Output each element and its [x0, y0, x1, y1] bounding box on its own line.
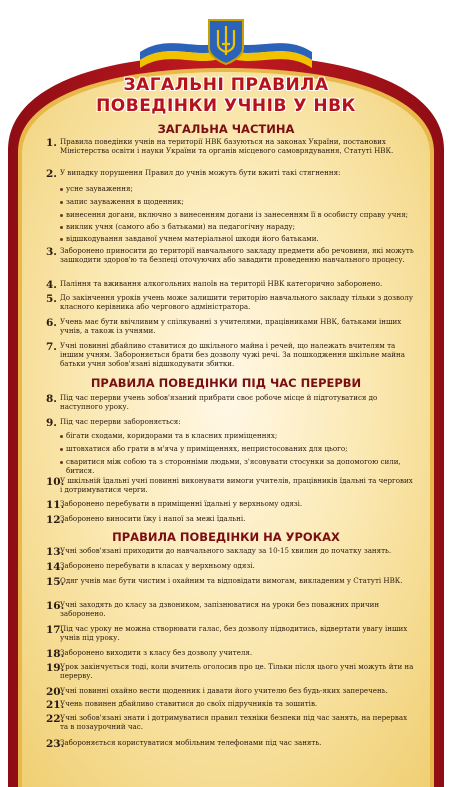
- rule-number: 4.: [46, 279, 57, 291]
- rule-text: Під час перерви учень зобов'язаний прибрати своє робоче місце й підготуватися до наступного уроку.: [60, 393, 378, 411]
- list-item: [60, 211, 416, 220]
- rule-text: Під час уроку не можна створювати галас, без дозволу підводитись, відвертати увагу інших учнів під уроку.: [60, 624, 408, 642]
- list-item-text: усне зауваження;: [66, 184, 133, 193]
- rule-item: [46, 577, 416, 586]
- rule-text: Учні повинні охайно вести щоденник і давати його учителю без будь-яких заперечень.: [60, 686, 388, 695]
- rule-text: Урок закінчується тоді, коли вчитель оголосив про це. Тільки після цього учні можуть йти на перерву.: [60, 662, 414, 680]
- rule-text: Заборонено виносити їжу і напої за межі їдальні.: [60, 514, 246, 523]
- section-heading-general: ЗАГАЛЬНА ЧАСТИНА: [157, 122, 295, 136]
- rule-number: 18.: [46, 648, 65, 660]
- rule-item: [46, 739, 416, 748]
- list-item: [60, 445, 416, 454]
- rule-item: [46, 562, 416, 571]
- rule-text: Заборонено перебувати в приміщенні їдальні у верхньому одязі.: [60, 499, 303, 508]
- rule-number: 22.: [46, 713, 65, 725]
- rule-number: 6.: [46, 317, 57, 329]
- rule-item: [46, 477, 416, 495]
- list-item-text: виклик учня (самого або з батьками) на педагогічну нараду;: [66, 222, 295, 231]
- rule-number: 15.: [46, 576, 65, 588]
- title-line-2: ПОВЕДІНКИ УЧНІВ У НВК: [96, 96, 356, 116]
- list-item-text: бігати сходами, коридорами та в класних приміщеннях;: [66, 431, 278, 440]
- rule-item: [46, 500, 416, 509]
- rule-item: [46, 714, 416, 732]
- rule-text: У шкільній їдальні учні повинні виконувати вимоги учителів, працівників їдальні та чергових і дотримуватися черги.: [60, 476, 413, 494]
- rule-text: Одяг учнів має бути чистим і охайним та відповідати вимогам, викладеним у Статуті НВК.: [60, 576, 403, 585]
- bullet-icon: [60, 461, 63, 464]
- rule-item: [46, 663, 416, 681]
- bullet-icon: [60, 448, 63, 451]
- rule-number: 12.: [46, 514, 65, 526]
- rule-text: Учень повинен дбайливо ставитися до своїх підручників та зошитів.: [60, 699, 318, 708]
- rule-number: 8.: [46, 393, 57, 405]
- bullet-icon: [60, 214, 63, 217]
- rule-text: Учень має бути ввічливим у спілкуванні з учителями, працівниками НВК, батьками інших учнів, а також із учнями.: [60, 317, 402, 335]
- section-heading-break: ПРАВИЛА ПОВЕДІНКИ ПІД ЧАС ПЕРЕРВИ: [90, 376, 362, 390]
- trident-icon: [209, 20, 243, 64]
- rule-number: 3.: [46, 246, 57, 258]
- section-heading-lessons: ПРАВИЛА ПОВЕДІНКИ НА УРОКАХ: [112, 530, 340, 544]
- bullet-icon: [60, 435, 63, 438]
- rule-number: 23.: [46, 738, 65, 750]
- rule-number: 17.: [46, 624, 65, 636]
- rule-item: [46, 687, 416, 696]
- list-item: [60, 432, 416, 441]
- list-item: [60, 235, 416, 244]
- rule-item: [46, 601, 416, 619]
- list-item-text: винесення догани, включно з винесенням догани із занесенням її в особисту справу учня;: [66, 210, 409, 219]
- rule-text: Паління та вживання алкогольних напоїв на території НВК категорично заборонено.: [60, 279, 383, 288]
- list-item-text: штовхатися або грати в м'яча у приміщеннях, непристосованих для цього;: [66, 444, 348, 453]
- rule-item: [46, 547, 416, 556]
- rule-text: Заборонено приносити до території навчального закладу предмети або речовини, які можуть зашкодити здоров'ю та безпеці оточуючих або завадити проведенню навчального процесу.: [60, 246, 414, 264]
- rule-text: Забороняється користуватися мобільним телефонами під час занять.: [60, 738, 322, 747]
- rule-number: 1.: [46, 137, 57, 149]
- title-line-1: ЗАГАЛЬНІ ПРАВИЛА: [123, 75, 329, 95]
- rule-item: [46, 342, 416, 369]
- rule-text: Під час перерви забороняється:: [60, 417, 181, 426]
- rule-text: До закінчення уроків учень може залишити територію навчального закладу тільки з дозволу класного керівника або чергового адміністратора.: [60, 293, 413, 311]
- rule-number: 7.: [46, 341, 57, 353]
- rule-number: 10.: [46, 476, 65, 488]
- rule-item: [46, 394, 416, 412]
- rule-text: Учні зобов'язані знати і дотримуватися правил техніки безпеки під час занять, на перервах та в позаурочний час.: [60, 713, 408, 731]
- rule-text: Заборонено перебувати в класах у верхньому одязі.: [60, 561, 255, 570]
- rule-number: 2.: [46, 168, 57, 180]
- list-item-text: відшкодування завданої учнем матеріальної шкоди його батьками.: [66, 234, 319, 243]
- rule-item: [46, 294, 416, 312]
- rule-number: 11.: [46, 499, 65, 511]
- rule-number: 16.: [46, 600, 65, 612]
- rule-number: 5.: [46, 293, 57, 305]
- list-item: [60, 185, 416, 194]
- rule-number: 13.: [46, 546, 65, 558]
- rule-item: [46, 515, 416, 524]
- rule-item: [46, 318, 416, 336]
- rule-number: 14.: [46, 561, 65, 573]
- list-item-text: сваритися між собою та з сторонніми людьми, з'ясовувати стосунки за допомогою сили, битися.: [66, 457, 401, 475]
- rule-number: 19.: [46, 662, 65, 674]
- rule-number: 9.: [46, 417, 57, 429]
- rule-text: Заборонено виходити з класу без дозволу учителя.: [60, 648, 253, 657]
- rule-item: [46, 169, 416, 178]
- bullet-icon: [60, 238, 63, 241]
- rule-text: У випадку порушення Правил до учнів можуть бути вжиті такі стягнення:: [60, 168, 341, 177]
- list-item: [60, 198, 416, 207]
- list-item-text: запис зауваження в щоденник;: [66, 197, 184, 206]
- rule-item: [46, 280, 416, 289]
- rule-number: 20.: [46, 686, 65, 698]
- rule-text: Правила поведінки учнів на території НВК базуються на законах України, постанових Міністерства освіти і науки України та органів місцевого самоврядування, Статуті НВК.: [60, 137, 394, 155]
- bullet-icon: [60, 201, 63, 204]
- rule-item: [46, 418, 416, 427]
- list-item: [60, 223, 416, 232]
- rule-item: [46, 247, 416, 265]
- bullet-icon: [60, 188, 63, 191]
- rule-text: Учні заходять до класу за дзвоником, запізнюватися на уроки без поважних причин заборонено.: [60, 600, 380, 618]
- rule-item: [46, 700, 416, 709]
- rule-item: [46, 649, 416, 658]
- rule-text: Учні повинні дбайливо ставитися до шкільного майна і речей, що належать вчителям та іншим учням. Забороняється брати без дозволу чужі речі. За пошкодження шкільне майна батьки учня зобов'язані відшкодувати збитки.: [60, 341, 405, 368]
- rule-number: 21.: [46, 699, 65, 711]
- rule-text: Учні зобов'язані приходити до навчального закладу за 10-15 хвилин до початку занять.: [60, 546, 392, 555]
- list-item: [60, 458, 416, 476]
- rule-item: [46, 625, 416, 643]
- bullet-icon: [60, 226, 63, 229]
- rule-item: [46, 138, 416, 156]
